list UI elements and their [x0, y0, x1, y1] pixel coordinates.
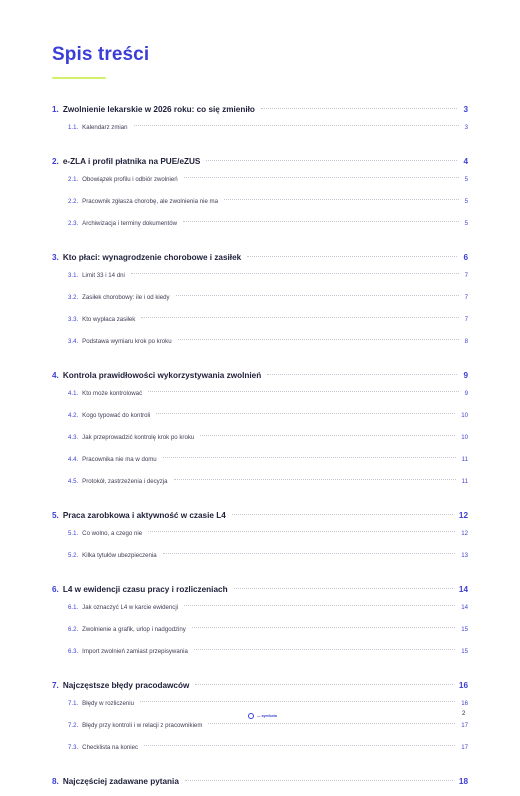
toc-subsection-entry-title: Co wolno, a czego nie — [82, 530, 143, 537]
toc-chapter-entry-title: Praca zarobkowa i aktywność w czasie L4 — [62, 511, 226, 520]
toc-subsection-entry[interactable] — [52, 294, 468, 316]
toc-subsection-entry-page: 16 — [461, 700, 468, 707]
dot-leader — [134, 125, 459, 126]
toc-subsection-entry-title: Obowiązek profilu i odbiór zwolnień — [82, 176, 178, 183]
toc-chapter-entry[interactable] — [52, 157, 468, 176]
toc-chapter-entry[interactable] — [52, 585, 468, 604]
toc-subsection-entry-title: Błędy przy kontroli i w relacji z pracownikiem — [82, 722, 203, 729]
logo-text: — symfonia — [257, 714, 277, 718]
toc-chapter-entry[interactable] — [52, 777, 468, 796]
section-spacer — [52, 670, 468, 676]
toc-subsection-entry[interactable] — [52, 478, 468, 500]
section-spacer — [52, 242, 468, 248]
toc-chapter-entry[interactable] — [52, 253, 468, 272]
toc-subsection-entry-title: Limit 33 i 14 dni — [82, 272, 125, 279]
toc-subsection-entry-page: 8 — [464, 338, 468, 345]
dot-leader — [184, 605, 455, 606]
toc-subsection-entry-number: 6.2. — [68, 626, 79, 633]
toc-chapter-entry-number: 6. — [52, 585, 59, 594]
toc-subsection-entry[interactable] — [52, 198, 468, 220]
toc-subsection-entry-page: 5 — [464, 198, 468, 205]
toc-subsection-entry[interactable] — [52, 626, 468, 648]
dot-leader — [224, 199, 459, 200]
toc-subsection-entry-title: Podstawa wymiaru krok po kroku — [82, 338, 172, 345]
toc-subsection-entry-page: 9 — [464, 390, 468, 397]
toc-subsection-entry-number: 4.1. — [68, 390, 79, 397]
dot-leader — [148, 531, 455, 532]
toc-chapter-entry-page: 16 — [458, 681, 468, 690]
toc-subsection-entry-number: 6.3. — [68, 648, 79, 655]
toc-chapter-entry-number: 2. — [52, 157, 59, 166]
toc-chapter-entry-number: 4. — [52, 371, 59, 380]
dot-leader — [194, 649, 455, 650]
toc-subsection-entry-page: 15 — [461, 648, 468, 655]
toc-subsection-entry-number: 1.1. — [68, 124, 79, 131]
toc-subsection-entry-page: 3 — [464, 124, 468, 131]
dot-leader — [232, 514, 453, 515]
toc-subsection-entry[interactable] — [52, 272, 468, 294]
toc-subsection-entry-page: 17 — [461, 722, 468, 729]
dot-leader — [184, 177, 459, 178]
section-spacer — [52, 360, 468, 366]
toc-chapter-entry[interactable] — [52, 681, 468, 700]
toc-subsection-entry-number: 2.1. — [68, 176, 79, 183]
dot-leader — [261, 108, 458, 109]
toc-subsection-entry-number: 4.5. — [68, 478, 79, 485]
footer-logo — [248, 713, 277, 719]
toc-subsection-entry-number: 2.2. — [68, 198, 79, 205]
toc-subsection-entry-number: 2.3. — [68, 220, 79, 227]
toc-subsection-entry-number: 6.1. — [68, 604, 79, 611]
section-spacer — [52, 146, 468, 152]
toc-subsection-entry-number: 7.3. — [68, 744, 79, 751]
toc-subsection-entry-page: 14 — [461, 604, 468, 611]
toc-chapter-entry-title: L4 w ewidencji czasu pracy i rozliczeniach — [62, 585, 228, 594]
page-title: Spis treści — [52, 44, 150, 65]
toc-subsection-entry-number: 4.2. — [68, 412, 79, 419]
toc-subsection-entry[interactable] — [52, 338, 468, 360]
dot-leader — [206, 160, 457, 161]
toc-subsection-entry[interactable] — [52, 722, 468, 744]
toc-subsection-entry-number: 5.1. — [68, 530, 79, 537]
dot-leader — [144, 745, 455, 746]
toc-chapter-entry-number: 8. — [52, 777, 59, 786]
dot-leader — [208, 723, 455, 724]
dot-leader — [140, 701, 455, 702]
dot-leader — [185, 780, 453, 781]
toc-subsection-entry[interactable] — [52, 648, 468, 670]
toc-chapter-entry[interactable] — [52, 105, 468, 124]
toc-subsection-entry-page: 11 — [461, 456, 468, 463]
toc-chapter-entry-page: 18 — [458, 777, 468, 786]
toc-chapter-entry-page: 6 — [463, 253, 468, 262]
dot-leader — [156, 413, 455, 414]
toc-subsection-entry[interactable] — [52, 176, 468, 198]
toc-subsection-entry[interactable] — [52, 434, 468, 456]
toc-subsection-entry-title: Jak przeprowadzić kontrolę krok po kroku — [82, 434, 195, 441]
section-spacer — [52, 574, 468, 580]
toc-subsection-entry-number: 5.2. — [68, 552, 79, 559]
dot-leader — [192, 627, 455, 628]
dot-leader — [131, 273, 459, 274]
page-number: 2 — [462, 711, 466, 717]
toc-chapter-entry-number: 1. — [52, 105, 59, 114]
toc-subsection-entry[interactable] — [52, 744, 468, 766]
toc-chapter-entry-title: Najczęstsze błędy pracodawców — [62, 681, 190, 690]
toc-subsection-entry-page: 7 — [464, 316, 468, 323]
toc-subsection-entry-page: 12 — [461, 530, 468, 537]
section-spacer — [52, 500, 468, 506]
dot-leader — [247, 256, 457, 257]
toc-subsection-entry-number: 3.4. — [68, 338, 79, 345]
toc-subsection-entry-title: Pracownika nie ma w domu — [82, 456, 157, 463]
section-spacer — [52, 766, 468, 772]
toc-subsection-entry-title: Kogo typować do kontroli — [82, 412, 151, 419]
toc-subsection-entry-title: Checklista na koniec — [82, 744, 139, 751]
toc-subsection-entry-page: 15 — [461, 626, 468, 633]
toc-subsection-entry-number: 3.1. — [68, 272, 79, 279]
toc-subsection-entry[interactable] — [52, 390, 468, 412]
toc-subsection-entry-number: 3.2. — [68, 294, 79, 301]
toc-subsection-entry-title: Jak oznaczyć L4 w karcie ewidencji — [82, 604, 179, 611]
toc-subsection-entry[interactable] — [52, 604, 468, 626]
dot-leader — [267, 374, 457, 375]
toc-subsection-entry[interactable] — [52, 220, 468, 242]
toc-subsection-entry-title: Zwolnienie a grafik, urlop i nadgodziny — [82, 626, 186, 633]
toc-subsection-entry-page: 17 — [461, 744, 468, 751]
toc-subsection-entry-number: 4.4. — [68, 456, 79, 463]
toc-subsection-entry[interactable] — [52, 552, 468, 574]
toc-subsection-entry-page: 10 — [461, 434, 468, 441]
toc-subsection-entry[interactable] — [52, 316, 468, 338]
table-of-contents — [52, 100, 468, 796]
toc-subsection-entry-number: 4.3. — [68, 434, 79, 441]
toc-chapter-entry-page: 4 — [463, 157, 468, 166]
toc-chapter-entry-title: Zwolnienie lekarskie w 2026 roku: co się zmieniło — [62, 105, 255, 114]
toc-subsection-entry[interactable] — [52, 530, 468, 552]
toc-subsection-entry-title: Kto wypłaca zasiłek — [82, 316, 136, 323]
toc-subsection-entry-title: Kto może kontrolować — [82, 390, 143, 397]
toc-subsection-entry-title: Zasiłek chorobowy: ile i od kiedy — [82, 294, 170, 301]
toc-chapter-entry-page: 9 — [463, 371, 468, 380]
toc-chapter-entry[interactable] — [52, 371, 468, 390]
toc-subsection-entry-title: Pracownik zgłasza chorobę, ale zwolnienia nie ma — [82, 198, 218, 205]
dot-leader — [176, 295, 459, 296]
toc-subsection-entry[interactable] — [52, 124, 468, 146]
toc-subsection-entry-title: Protokół, zastrzeżenia i decyzja — [82, 478, 168, 485]
dot-leader — [174, 479, 456, 480]
dot-leader — [163, 457, 456, 458]
toc-subsection-entry-number: 7.1. — [68, 700, 79, 707]
toc-chapter-entry-number: 3. — [52, 253, 59, 262]
toc-subsection-entry-title: Kalendarz zmian — [82, 124, 128, 131]
toc-subsection-entry-page: 7 — [464, 294, 468, 301]
toc-chapter-entry-number: 5. — [52, 511, 59, 520]
dot-leader — [148, 391, 458, 392]
toc-chapter-entry[interactable] — [52, 511, 468, 530]
toc-chapter-entry-number: 7. — [52, 681, 59, 690]
toc-subsection-entry-number: 3.3. — [68, 316, 79, 323]
toc-subsection-entry[interactable] — [52, 412, 468, 434]
toc-chapter-entry-page: 12 — [458, 511, 468, 520]
dot-leader — [163, 553, 456, 554]
toc-subsection-entry-title: Archiwizacja i terminy dokumentów — [82, 220, 177, 227]
toc-subsection-entry-title: Import zwolnień zamiast przepisywania — [82, 648, 188, 655]
title-underline — [52, 77, 106, 79]
toc-subsection-entry-number: 7.2. — [68, 722, 79, 729]
toc-chapter-entry-title: Kto płaci: wynagrodzenie chorobowe i zasiłek — [62, 253, 242, 262]
toc-subsection-entry-page: 5 — [464, 176, 468, 183]
toc-subsection-entry-page: 5 — [464, 220, 468, 227]
toc-subsection-entry-page: 7 — [464, 272, 468, 279]
dot-leader — [234, 588, 453, 589]
toc-subsection-entry-page: 11 — [461, 478, 468, 485]
toc-subsection-entry-page: 13 — [461, 552, 468, 559]
toc-subsection-entry-title: Błędy w rozliczeniu — [82, 700, 134, 707]
dot-leader — [195, 684, 453, 685]
toc-chapter-entry-page: 14 — [458, 585, 468, 594]
toc-chapter-entry-page: 3 — [463, 105, 468, 114]
toc-subsection-entry[interactable] — [52, 456, 468, 478]
toc-subsection-entry-title: Kilka tytułów ubezpieczenia — [82, 552, 157, 559]
dot-leader — [178, 339, 459, 340]
toc-chapter-entry-title: e-ZLA i profil płatnika na PUE/eZUS — [62, 157, 201, 166]
dot-leader — [200, 435, 455, 436]
logo-icon — [248, 713, 254, 719]
toc-subsection-entry-page: 10 — [461, 412, 468, 419]
toc-chapter-entry-title: Kontrola prawidłowości wykorzystywania zwolnień — [62, 371, 262, 380]
toc-chapter-entry-title: Najczęściej zadawane pytania — [62, 777, 179, 786]
dot-leader — [141, 317, 458, 318]
dot-leader — [183, 221, 459, 222]
